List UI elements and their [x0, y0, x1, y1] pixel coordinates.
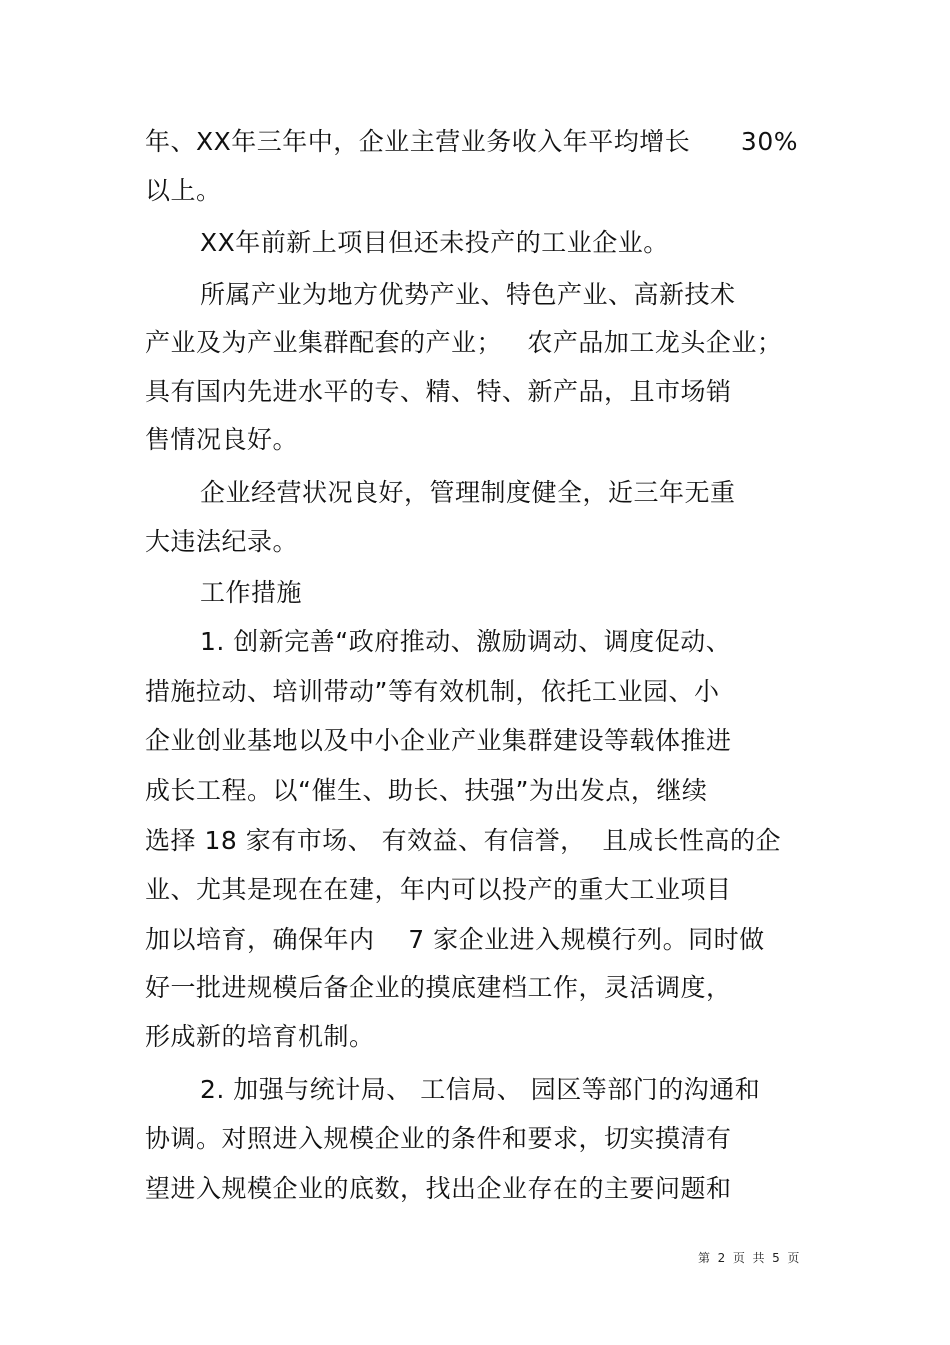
text-line: 企业创业基地以及中小企业产业集群建设等载体推进 — [145, 726, 732, 755]
text-line: XX年前新上项目但还未投产的工业企业。 — [200, 228, 669, 257]
text-line: 协调。对照进入规模企业的条件和要求，切实摸清有 — [145, 1124, 732, 1153]
text-line: 成长工程。以“催生、助长、扶强”为出发点，继续 — [145, 776, 708, 805]
page-number-footer: 第 2 页 共 5 页 — [698, 1251, 800, 1265]
text-line: 年、XX年三年中，企业主营业务收入年平均增长 30% — [145, 127, 799, 156]
text-line: 形成新的培育机制。 — [145, 1022, 375, 1051]
text-line: 选择 18 家有市场、 有效益、有信誉， 且成长性高的企 — [145, 826, 782, 855]
text-line: 以上。 — [145, 176, 222, 205]
text-line: 企业经营状况良好，管理制度健全，近三年无重 — [200, 478, 736, 507]
text-line: 业、尤其是现在在建，年内可以投产的重大工业项目 — [145, 875, 732, 904]
text-line: 好一批进规模后备企业的摸底建档工作，灵活调度， — [145, 973, 732, 1002]
text-line: 所属产业为地方优势产业、特色产业、高新技术 — [200, 280, 736, 309]
text-line: 大违法纪录。 — [145, 527, 299, 556]
text-line: 望进入规模企业的底数，找出企业存在的主要问题和 — [145, 1174, 732, 1203]
text-line: 售情况良好。 — [145, 425, 299, 454]
text-line: 1. 创新完善“政府推动、激励调动、调度促动、 — [200, 627, 732, 656]
text-line: 加以培育，确保年内 7 家企业进入规模行列。同时做 — [145, 925, 765, 954]
text-line: 具有国内先进水平的专、精、特、新产品，且市场销 — [145, 377, 732, 406]
text-line: 产业及为产业集群配套的产业； 农产品加工龙头企业； — [145, 328, 783, 357]
section-heading: 工作措施 — [200, 578, 303, 607]
text-line: 措施拉动、培训带动”等有效机制，依托工业园、小 — [145, 677, 720, 706]
text-line: 2. 加强与统计局、 工信局、 园区等部门的沟通和 — [200, 1075, 761, 1104]
